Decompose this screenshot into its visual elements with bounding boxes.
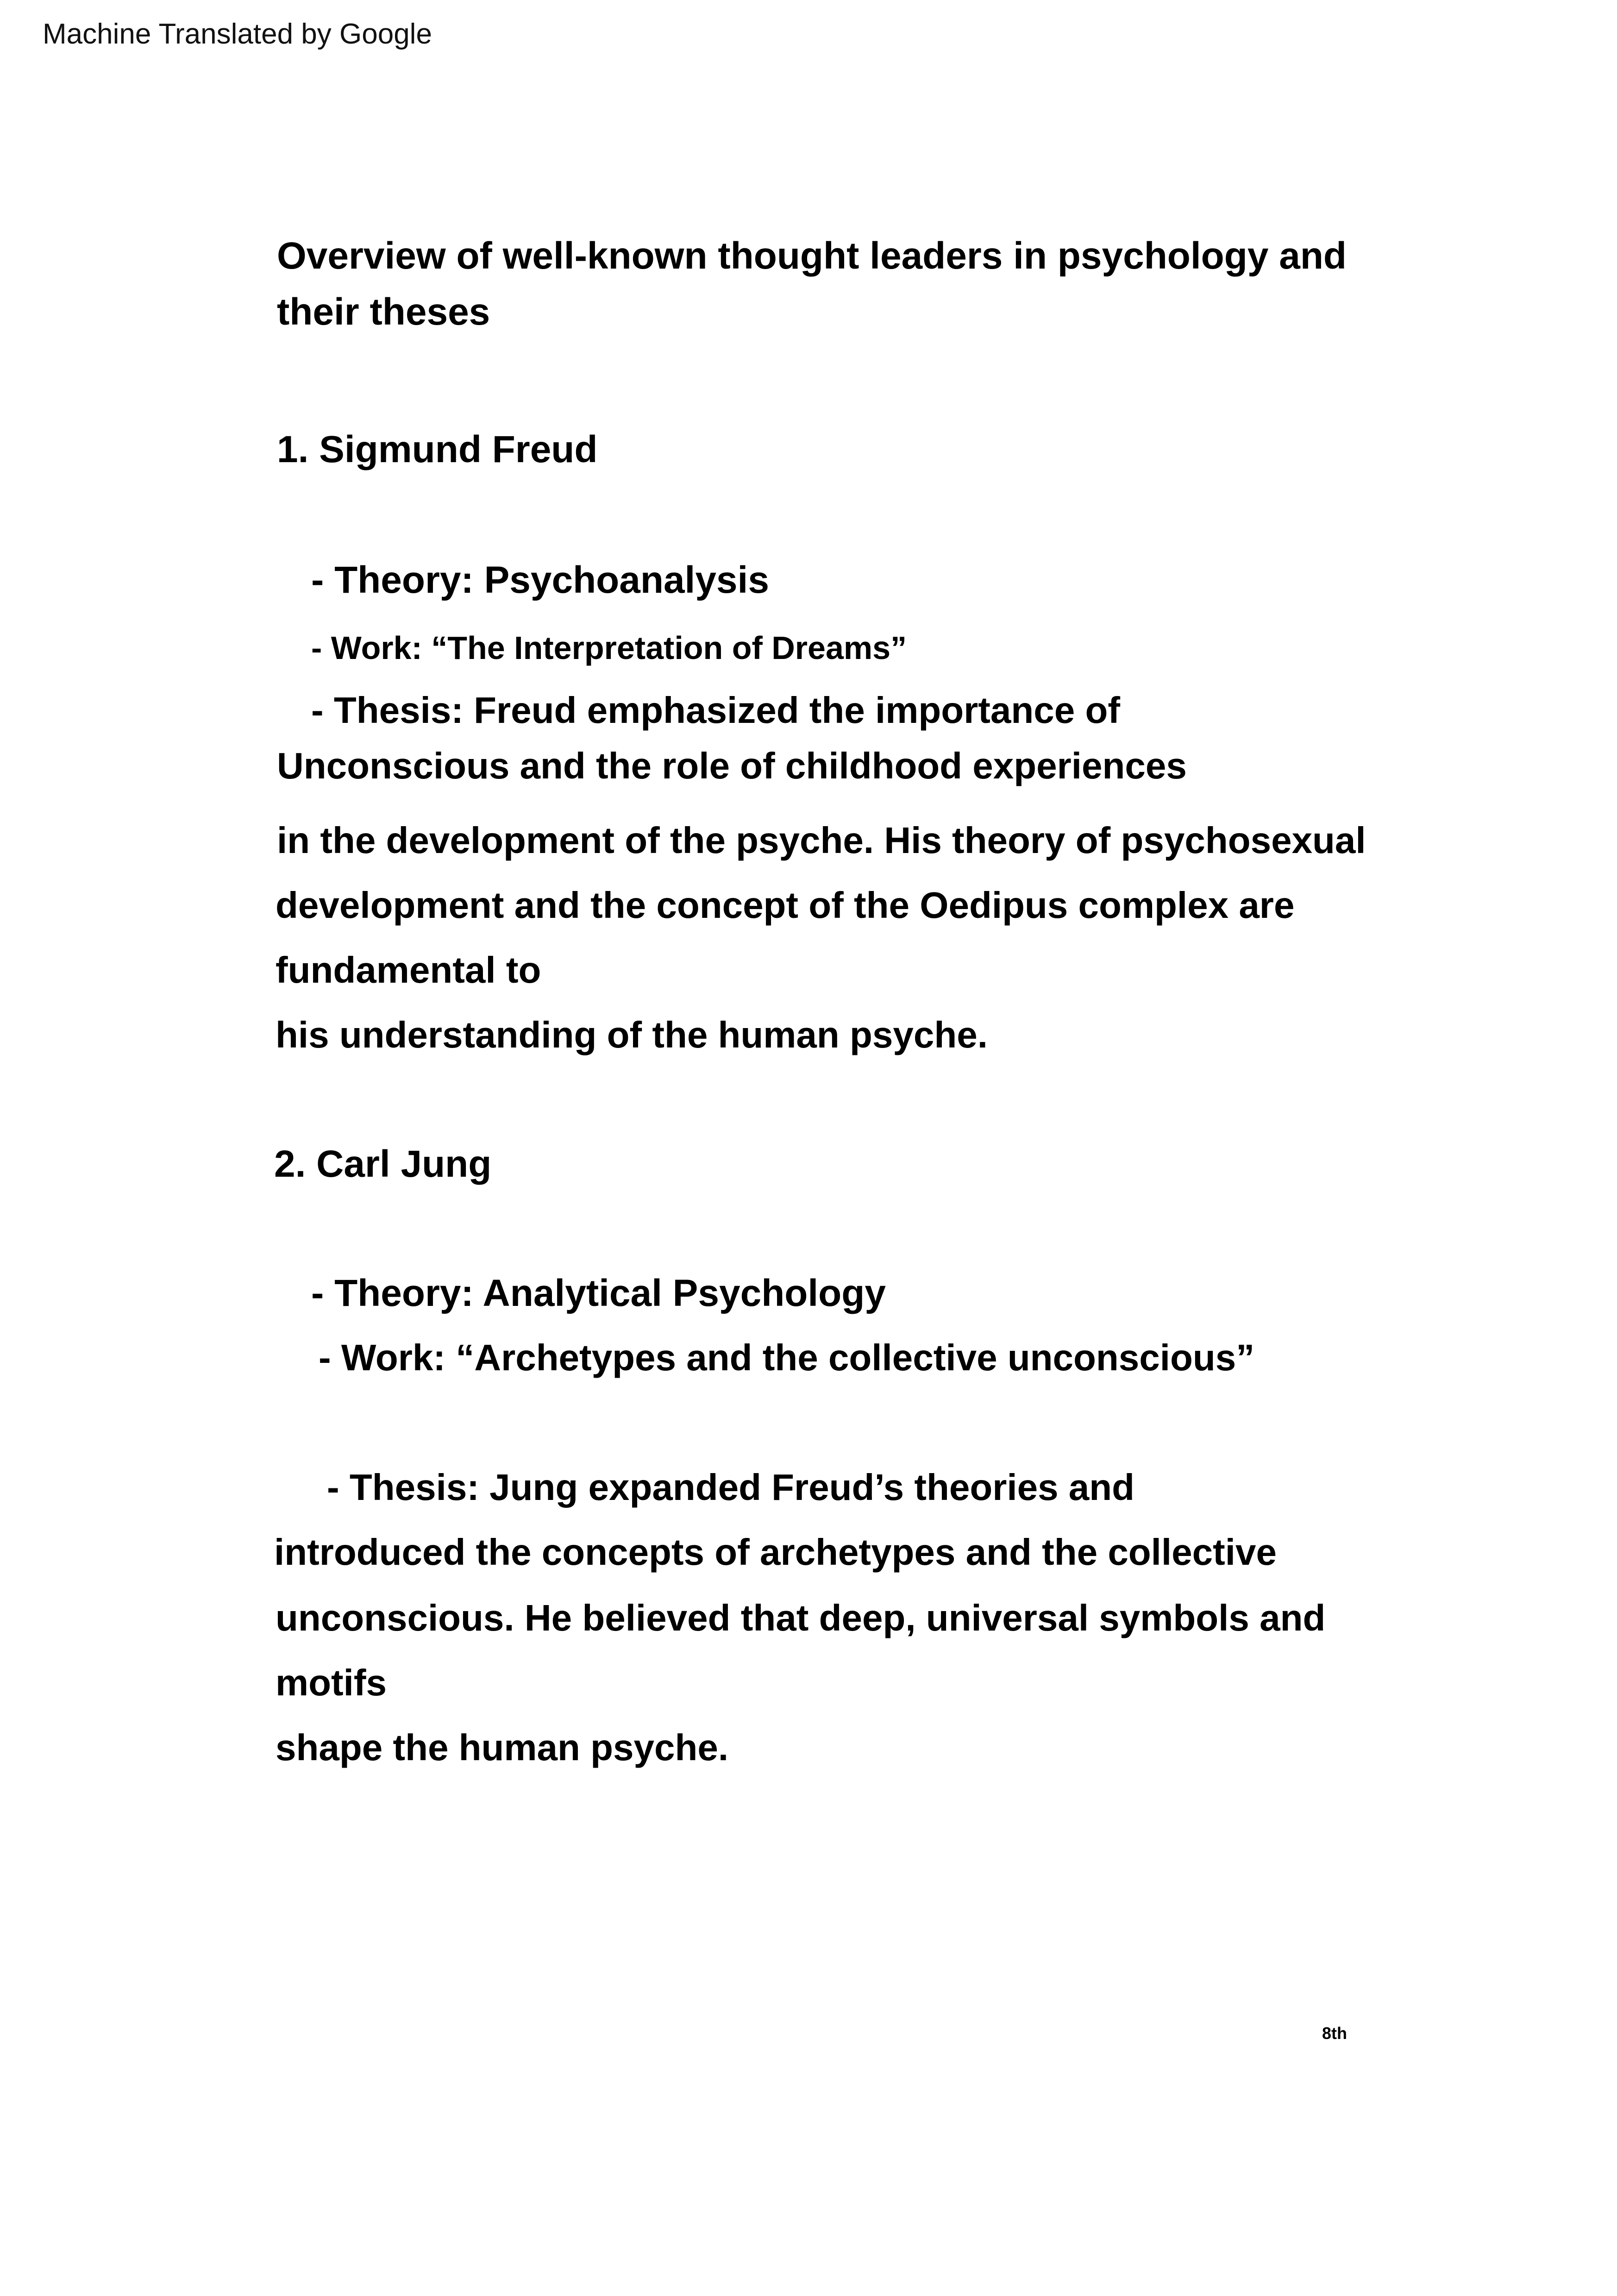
thesis-line: shape the human psyche. (276, 1727, 729, 1768)
thesis-line: - Thesis: Jung expanded Freud’s theories and (327, 1467, 1135, 1508)
page-number: 8th (1322, 2024, 1347, 2043)
thesis-line: in the development of the psyche. His theory of psychosexual (277, 820, 1366, 861)
section-heading: 1. Sigmund Freud (277, 428, 598, 470)
section-heading: 2. Carl Jung (274, 1143, 492, 1185)
work-line: - Work: “The Interpretation of Dreams” (311, 630, 907, 666)
page-title-line-2: their theses (277, 291, 490, 333)
theory-line: - Theory: Psychoanalysis (311, 559, 769, 601)
page-title-line-1: Overview of well-known thought leaders in psychology and (277, 235, 1347, 277)
theory-line: - Theory: Analytical Psychology (311, 1272, 886, 1314)
work-line: - Work: “Archetypes and the collective unconscious” (319, 1337, 1255, 1378)
thesis-line: fundamental to (276, 949, 541, 991)
thesis-line: his understanding of the human psyche. (276, 1014, 988, 1055)
machine-translation-banner: Machine Translated by Google (43, 18, 432, 50)
thesis-line: Unconscious and the role of childhood experiences (277, 745, 1187, 786)
thesis-line: - Thesis: Freud emphasized the importance of (311, 690, 1120, 731)
thesis-line: introduced the concepts of archetypes and the collective (274, 1531, 1277, 1573)
thesis-line: motifs (276, 1662, 387, 1703)
thesis-line: development and the concept of the Oedipus complex are (276, 885, 1295, 926)
thesis-line: unconscious. He believed that deep, universal symbols and (276, 1597, 1326, 1638)
